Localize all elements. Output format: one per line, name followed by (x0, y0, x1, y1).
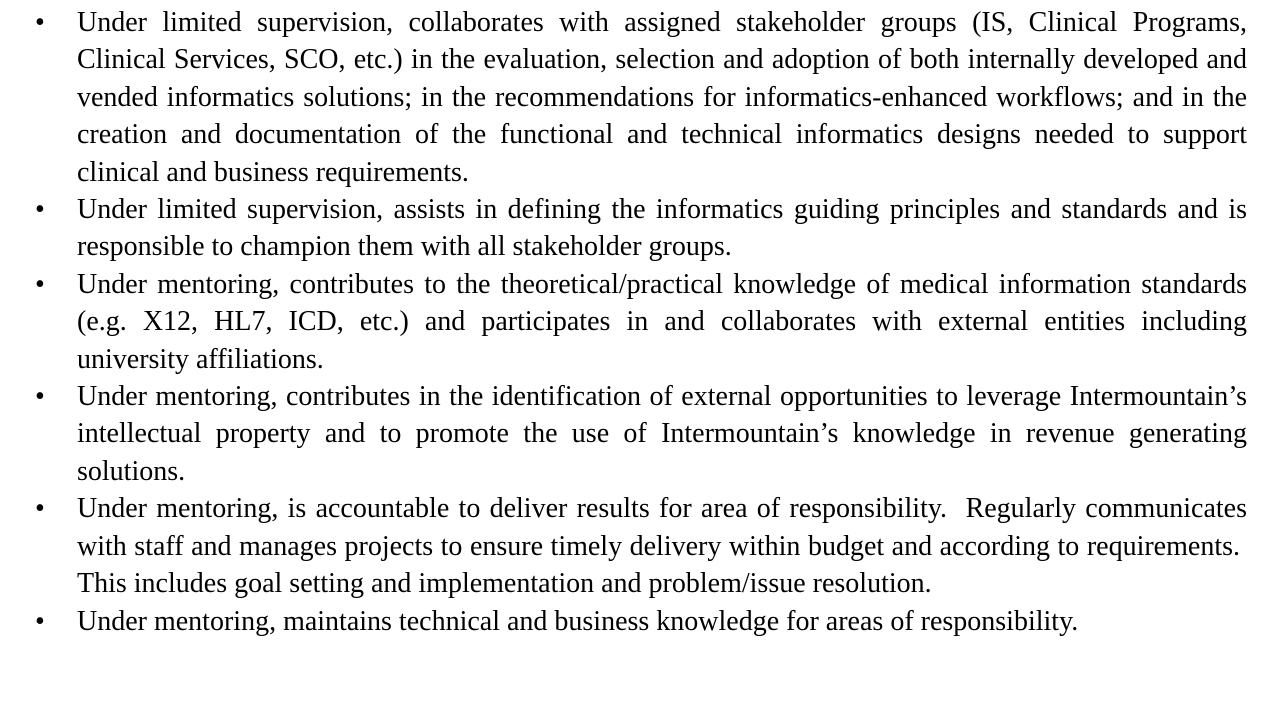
list-item (35, 490, 1247, 602)
bullet-icon: • (35, 493, 45, 525)
bullet-text: Under mentoring, contributes in the identification of external opportunities to leverage Intermountain’s intellectual property and to promote the use of Intermountain’s knowledge in revenue generating solutions. (77, 381, 1247, 487)
bullet-icon: • (35, 605, 45, 637)
bullet-list (35, 4, 1247, 640)
list-item (35, 266, 1247, 378)
list-item (35, 603, 1247, 640)
bullet-icon: • (35, 7, 45, 38)
bullet-text: Under mentoring, contributes to the theoretical/practical knowledge of medical information standards (e.g. X12, HL7, ICD, etc.) and participates in and collaborates with external entities including university affiliations. (77, 268, 1247, 375)
bullet-text: Under mentoring, is accountable to deliver results for area of responsibility. Regularly communicates with staff and manages projects to ensure timely delivery within budget and according to requirements. This includes goal setting and implementation and problem/issue resolution. (77, 493, 1247, 600)
bullet-text: Under limited supervision, collaborates with assigned stakeholder groups (IS, Clinical Programs, Clinical Services, SCO, etc.) in the evaluation, selection and adoption of both internally developed and vended informatics solutions; in the recommendations for informatics-enhanced workflows; and in the creation and documentation of the functional and technical informatics designs needed to support clinical and business requirements. (77, 7, 1247, 188)
bullet-icon: • (35, 381, 45, 413)
bullet-text: Under limited supervision, assists in defining the informatics guiding principles and standards and is responsible to champion them with all stakeholder groups. (77, 194, 1247, 263)
list-item (35, 4, 1247, 191)
list-item (35, 378, 1247, 490)
bullet-text: Under mentoring, maintains technical and business knowledge for areas of responsibility. (77, 605, 1079, 637)
bullet-icon: • (35, 194, 45, 226)
bullet-icon: • (35, 268, 45, 300)
list-item (35, 191, 1247, 266)
